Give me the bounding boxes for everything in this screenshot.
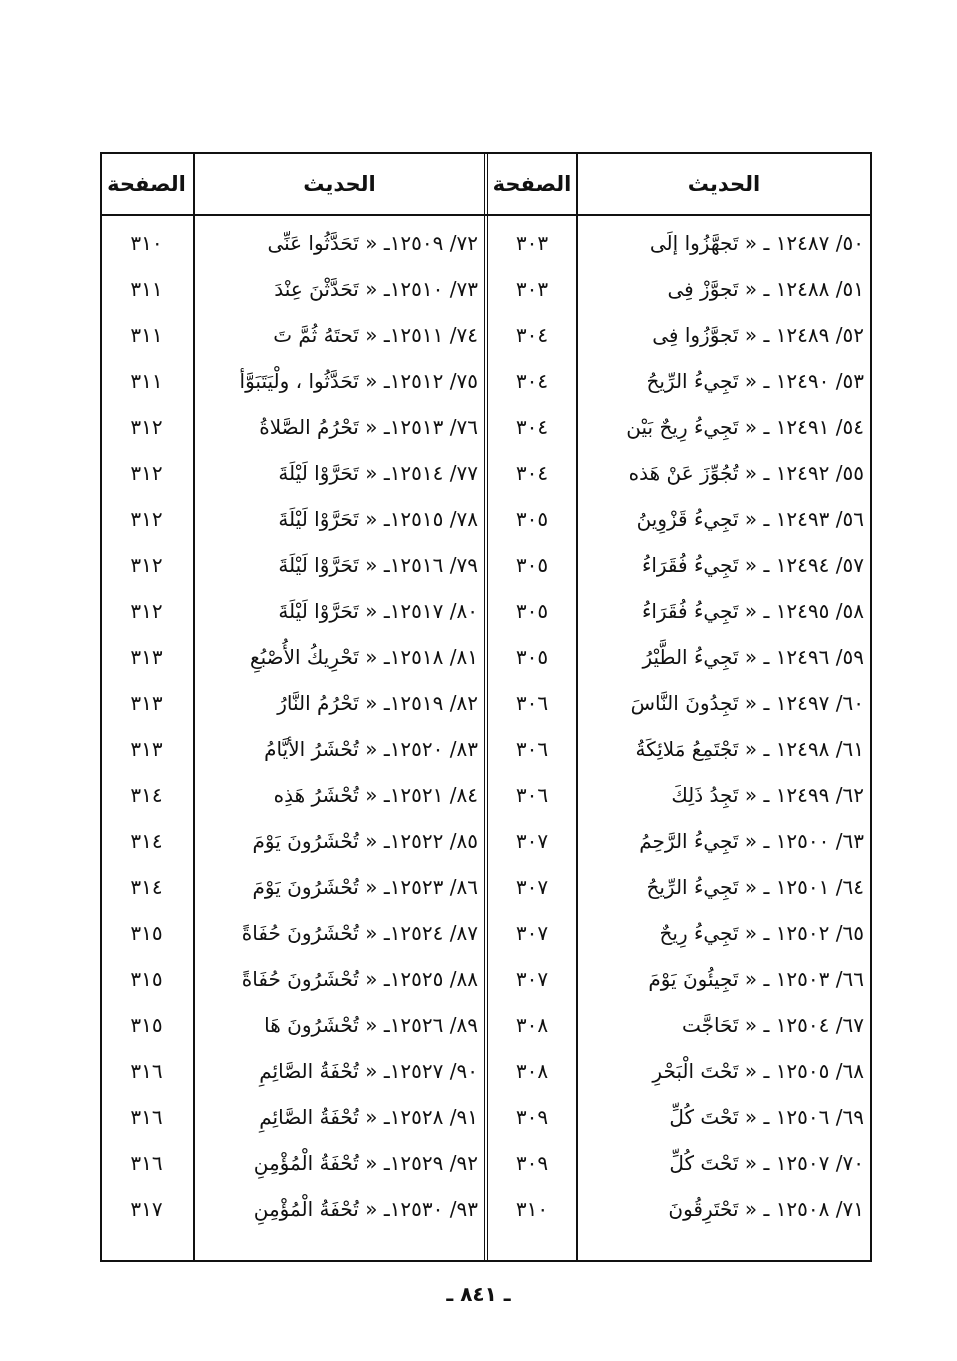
hadith-entry: ٦٥/ ١٢٥٠٢ ـ « تَجِيءُ رِيحٌ (659, 921, 864, 945)
page-ref: ٣١٠ (130, 231, 163, 255)
hadith-entry: ٥٩/ ١٢٤٩٦ ـ « تَجِيءُ الطَّيْرُ (642, 645, 864, 669)
hadith-entry: ٥٤/ ١٢٤٩١ ـ « تَجِيءُ رِيحٌ بَيْن (626, 415, 864, 439)
page-ref: ٣٠٤ (515, 369, 549, 393)
page-ref: ٣٠٤ (515, 415, 549, 439)
hadith-entry: ٧١/ ١٢٥٠٨ ـ « تَحْتَرِقُونَ (668, 1197, 864, 1221)
page-ref: ٣١١ (130, 277, 163, 301)
page-ref: ٣١٧ (130, 1197, 163, 1221)
page-ref: ٣٠٣ (515, 277, 549, 301)
header-divider (102, 214, 870, 216)
page-ref: ٣١٤ (130, 875, 163, 899)
hadith-entry: ٦٠/ ١٢٤٩٧ ـ « تَجِدُونَ النَّاسَ (630, 691, 864, 715)
hadith-entry: ٦٧/ ١٢٥٠٤ ـ « تَحَاجَّت (681, 1013, 864, 1037)
page-ref: ٣١٥ (130, 967, 163, 991)
hadith-entry: ٨٩/ ١٢٥٢٦ـ « تُحْشَرُونَ هَا (264, 1013, 478, 1037)
hadith-entry: ٦١/ ١٢٤٩٨ ـ « تَجْتَمِعُ مَلائِكَةُ (635, 737, 864, 761)
hadith-entry: ٧٥/ ١٢٥١٢ـ « تَحَدَّثُوا ، ولْيَتَبَوَّأ (239, 369, 478, 393)
hadith-entry: ٧٤/ ١٢٥١١ـ « تَحتَهُ ثُمَّ تَ (273, 323, 478, 347)
hadith-entry: ٧٣/ ١٢٥١٠ـ « تَحَدَّثْنَ عِنْدَ (274, 277, 478, 301)
hadith-entry: ٨١/ ١٢٥١٨ـ « تَحْرِيكُ الأُصْبُعِ (249, 645, 478, 669)
page-ref: ٣١٣ (130, 645, 163, 669)
page-ref: ٣٠٥ (515, 645, 549, 669)
header-hadith-right: الحديث (687, 172, 761, 196)
page-ref: ٣٠٦ (515, 737, 549, 761)
hadith-entry: ٧٧/ ١٢٥١٤ـ « تَحَرَّوْا لَيْلَةَ (278, 461, 478, 485)
page-ref: ٣٠٨ (515, 1013, 549, 1037)
header-page-left: الصفحة (107, 172, 186, 196)
page-ref: ٣١٢ (130, 507, 163, 531)
hadith-entry: ٧٨/ ١٢٥١٥ـ « تَحَرَّوْا لَيْلَةَ (278, 507, 478, 531)
page-ref: ٣٠٧ (515, 967, 549, 991)
page-ref: ٣٠٩ (515, 1105, 549, 1129)
page-ref: ٣١٢ (130, 599, 163, 623)
page-ref: ٣٠٦ (515, 691, 549, 715)
hadith-entry: ٥٦/ ١٢٤٩٣ ـ « تَجِيءُ قَزْوِينُ (636, 507, 864, 531)
page-ref: ٣٠٧ (515, 829, 549, 853)
hadith-entry: ٥٥/ ١٢٤٩٢ ـ « تُجُوِّزَ عَنْ هَذه (628, 461, 864, 485)
hadith-entry: ٨٢/ ١٢٥١٩ـ « تَحْرُمُ النَّارُ (277, 691, 478, 715)
page-ref: ٣١٠ (515, 1197, 549, 1221)
page-ref: ٣١٤ (130, 783, 163, 807)
header-hadith-left: الحديث (303, 172, 376, 196)
hadith-entry: ٥٣/ ١٢٤٩٠ ـ « تَجِيءُ الرِّيحُ (646, 369, 864, 393)
page-ref: ٣٠٧ (515, 921, 549, 945)
header-page-right: الصفحة (492, 172, 572, 196)
page-ref: ٣١٥ (130, 1013, 163, 1037)
hadith-entry: ٧٠/ ١٢٥٠٧ ـ « تَحْتَ كُلِّ (669, 1151, 864, 1175)
page-ref: ٣١٢ (130, 553, 163, 577)
hadith-entry: ٨٠/ ١٢٥١٧ـ « تَحَرَّوْا لَيْلَةَ (278, 599, 478, 623)
page-ref: ٣١٦ (130, 1105, 163, 1129)
hadith-entry: ٩٠/ ١٢٥٢٧ـ « تُحْفَةُ الصَّائِمِ (259, 1059, 478, 1083)
page-ref: ٣٠٩ (515, 1151, 549, 1175)
hadith-entry: ٦٣/ ١٢٥٠٠ ـ « تَجِيءُ الرَّحِمُ (639, 829, 864, 853)
page-ref: ٣١٢ (130, 415, 163, 439)
hadith-entry: ٧٢/ ١٢٥٠٩ـ « تَحَدَّثُوا عَنِّى (267, 231, 478, 255)
page-ref: ٣٠٥ (515, 599, 549, 623)
hadith-entry: ٩٢/ ١٢٥٢٩ـ « تُحْفَةُ الْمُؤْمِنِ (253, 1151, 478, 1175)
page-ref: ٣١٣ (130, 691, 163, 715)
page-ref: ٣١٤ (130, 829, 163, 853)
page-ref: ٣٠٣ (515, 231, 549, 255)
page-ref: ٣١٦ (130, 1059, 163, 1083)
page-ref: ٣٠٤ (515, 461, 549, 485)
hadith-entry: ٥١/ ١٢٤٨٨ ـ « تَجوَّزْ فِى (667, 277, 864, 301)
hadith-entry: ٦٨/ ١٢٥٠٥ ـ « تَحْتَ الْبَحْرِ (652, 1059, 864, 1083)
hadith-entry: ٨٦/ ١٢٥٢٣ـ « تُحْشَرُونَ يَوْمَ (252, 875, 478, 899)
page-ref: ٣١٣ (130, 737, 163, 761)
page-ref: ٣٠٨ (515, 1059, 549, 1083)
page-ref: ٣١١ (130, 323, 163, 347)
hadith-entry: ٨٣/ ١٢٥٢٠ـ « تُحْشَرُ الأيَّامُ (264, 737, 478, 761)
hadith-entry: ٨٨/ ١٢٥٢٥ـ « تُحْشَرُونَ حُفَاةً (241, 967, 478, 991)
hadith-entry: ٧٦/ ١٢٥١٣ـ « تَحْرُمُ الصَّلاةُ (259, 415, 478, 439)
hadith-entry: ٦٤/ ١٢٥٠١ ـ « تَجِيءُ الرِّيحُ (646, 875, 864, 899)
hadith-entry: ٧٩/ ١٢٥١٦ـ « تَحَرَّوْا لَيْلَةَ (278, 553, 478, 577)
hadith-entry: ٥٨/ ١٢٤٩٥ ـ « تَجِيءُ فُقَرَاءُ (641, 599, 864, 623)
page-ref: ٣١١ (130, 369, 163, 393)
hadith-entry: ٨٥/ ١٢٥٢٢ـ « تُحْشَرُونَ يَوْمَ (252, 829, 478, 853)
hadith-entry: ٩١/ ١٢٥٢٨ـ « تُحْفَةُ الصَّائِمِ (259, 1105, 478, 1129)
page-ref: ٣١٢ (130, 461, 163, 485)
page-ref: ٣١٦ (130, 1151, 163, 1175)
page-ref: ٣٠٥ (515, 553, 549, 577)
page-ref: ٣٠٧ (515, 875, 549, 899)
hadith-entry: ٦٦/ ١٢٥٠٣ ـ « تَجِيئُونَ يَوْمَ (648, 967, 864, 991)
page-ref: ٣٠٥ (515, 507, 549, 531)
hadith-entry: ٥٧/ ١٢٤٩٤ ـ « تَجِيءُ فُقَرَاءُ (641, 553, 864, 577)
hadith-entry: ٦٩/ ١٢٥٠٦ ـ « تَحْتَ كُلِّ (669, 1105, 864, 1129)
hadith-entry: ٥٠/ ١٢٤٨٧ ـ « تَجهَّزُوا إلَى (649, 231, 864, 255)
page-ref: ٣٠٤ (515, 323, 549, 347)
page-number: ـ ٨٤١ ـ (446, 1282, 511, 1306)
hadith-entry: ٦٢/ ١٢٤٩٩ ـ « تَجِدُ ذَلِكَ (671, 783, 864, 807)
hadith-entry: ٨٤/ ١٢٥٢١ـ « تُحْشَرُ هَذِه (273, 783, 478, 807)
page-ref: ٣٠٦ (515, 783, 549, 807)
hadith-entry: ٩٣/ ١٢٥٣٠ـ « تُحْفَةُ الْمُؤْمِنِ (253, 1197, 478, 1221)
hadith-entry: ٨٧/ ١٢٥٢٤ـ « تُحْشَرُونَ حُفَاةً (241, 921, 478, 945)
page-ref: ٣١٥ (130, 921, 163, 945)
hadith-entry: ٥٢/ ١٢٤٨٩ ـ « تَجوَّزُوا فِى (652, 323, 864, 347)
index-table (100, 152, 872, 1262)
